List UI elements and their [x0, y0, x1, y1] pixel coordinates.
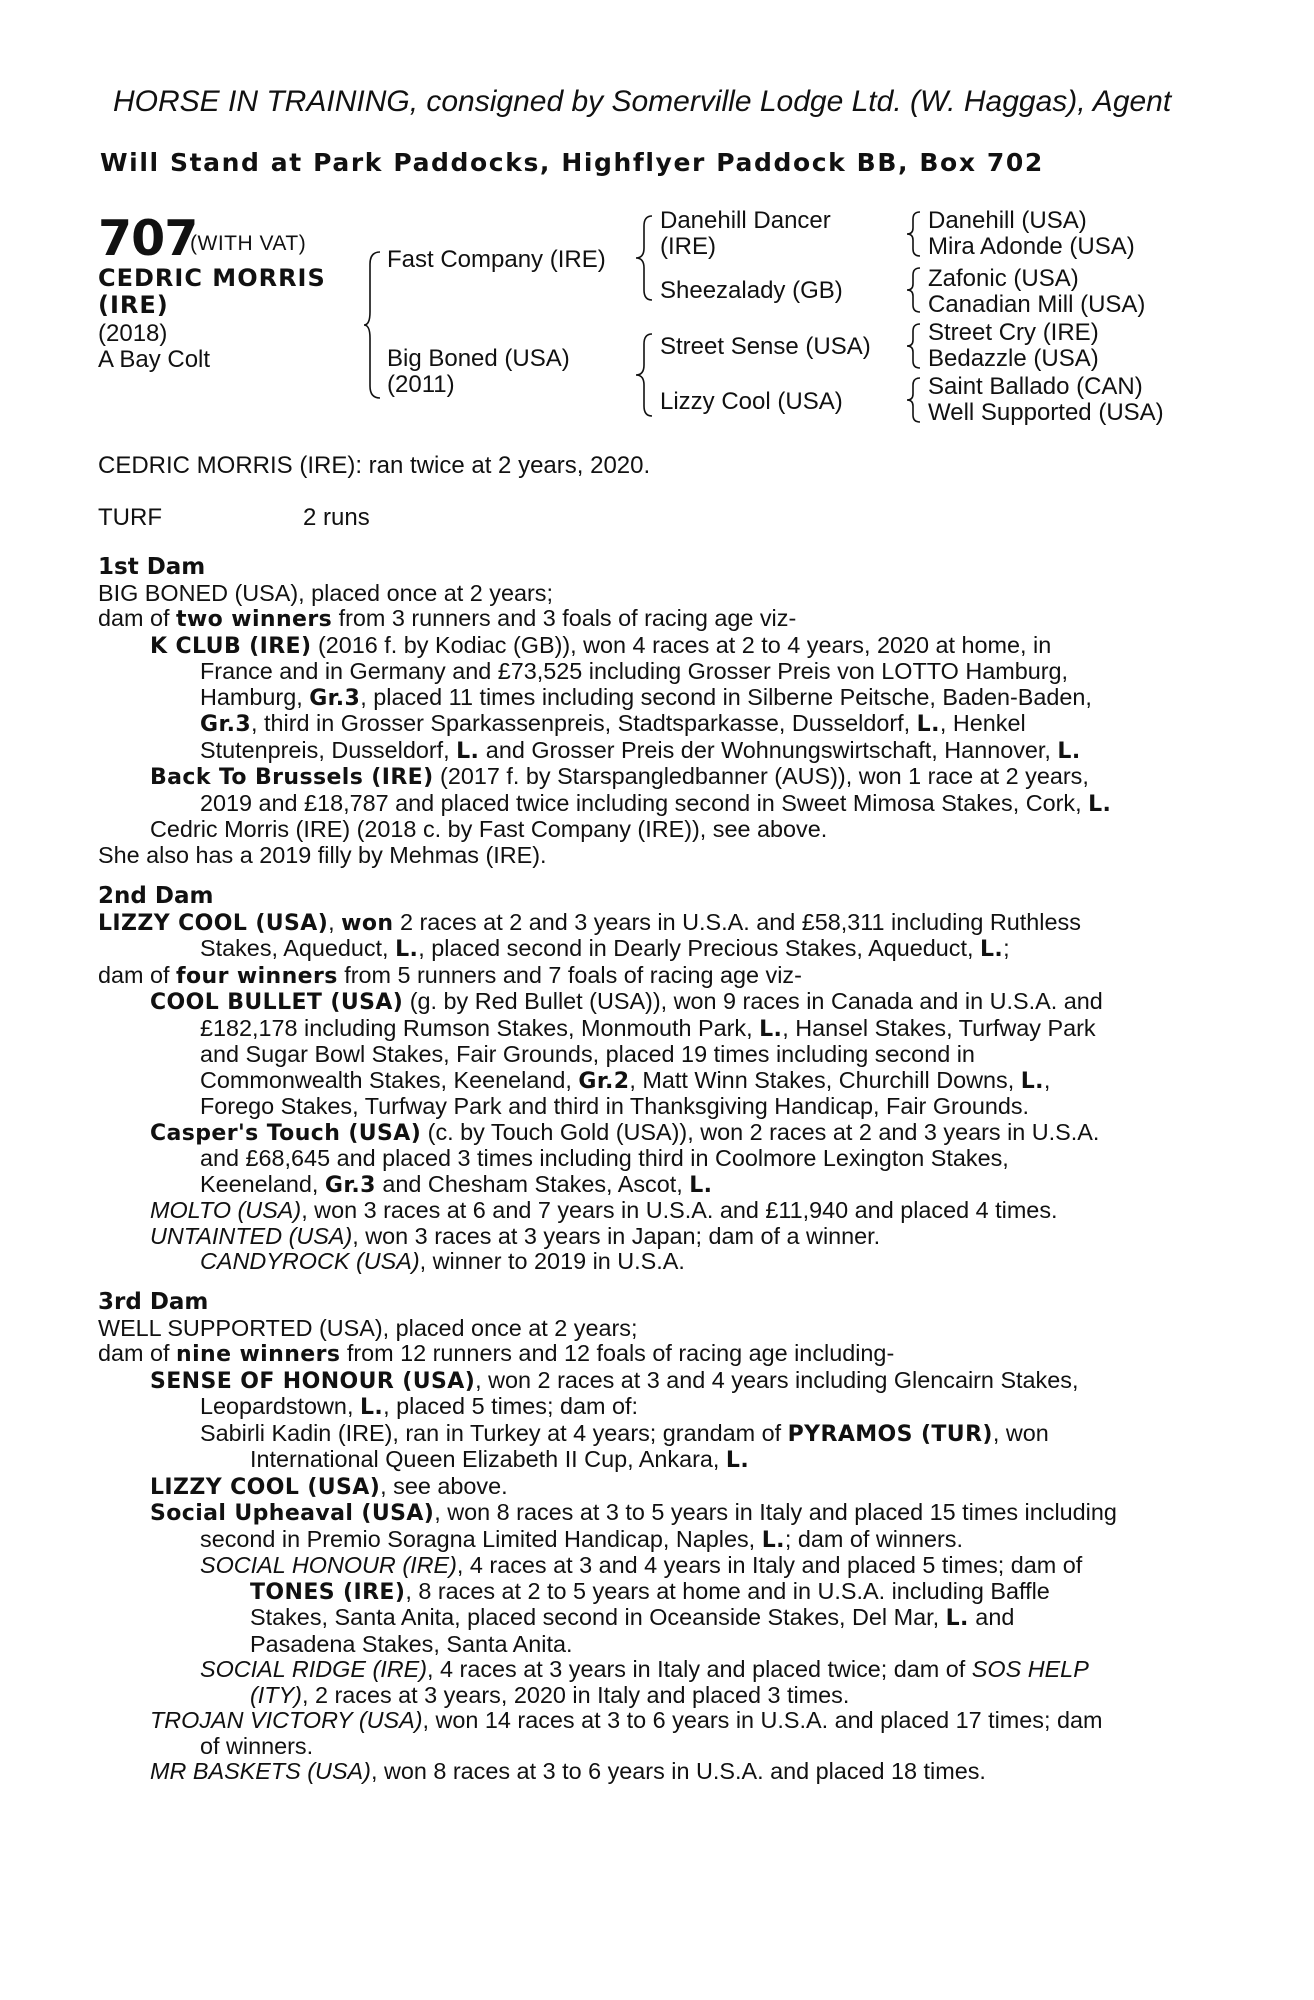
tones-line2: Stakes, Santa Anita, placed second in Oceanside Stakes, Del Mar, L. and [250, 1604, 1015, 1631]
trojan-victory-line2: of winners. [200, 1732, 314, 1759]
kclub-line4: Gr.3, third in Grosser Sparkassenpreis, Stadtsparkasse, Dusseldorf, L., Henkel [200, 710, 1026, 737]
pedigree-ss-line1: Danehill Dancer [660, 207, 831, 234]
pedigree-brace-main [362, 250, 384, 400]
foaling-year: (2018) [98, 320, 168, 347]
produce-entry-candyrock: CANDYROCK (USA), winner to 2019 in U.S.A. [200, 1248, 685, 1274]
horse-name-line2: (IRE) [98, 291, 169, 319]
pedigree-dam-sire: Street Sense (USA) [660, 333, 871, 360]
produce-entry-trojan-victory: TROJAN VICTORY (USA), won 14 races at 3 to 6 years in U.S.A. and placed 17 times; dam [150, 1707, 1103, 1733]
race-record-summary: CEDRIC MORRIS (IRE): ran twice at 2 years, 2020. [98, 452, 651, 479]
kclub-line5: Stutenpreis, Dusseldorf, L. and Grosser Preis der Wohnungswirtschaft, Hannover, L. [200, 736, 1081, 764]
pedigree-sss: Danehill (USA) [928, 207, 1087, 234]
pedigree-sire-sire [660, 208, 831, 260]
kclub-line2: France and in Germany and £73,525 including Grosser Preis von LOTTO Hamburg, [200, 658, 1069, 684]
pedigree-ss-line2: (IRE) [660, 233, 716, 260]
produce-entry-molto: MOLTO (USA), won 3 races at 6 and 7 years in U.S.A. and £11,940 and placed 4 times. [150, 1197, 1058, 1223]
horse-description: A Bay Colt [98, 346, 211, 373]
produce-entry-social-ridge: SOCIAL RIDGE (IRE), 4 races at 3 years in Italy and placed twice; dam of SOS HELP [200, 1656, 1089, 1682]
sabirli-kadin-line2: International Queen Elizabeth II Cup, Ankara, L. [250, 1446, 750, 1473]
pedigree-sire-dam: Sheezalady (GB) [660, 277, 843, 304]
cool-bullet-line2: £182,178 including Rumson Stakes, Monmouth Park, L., Hansel Stakes, Turfway Park [200, 1014, 1096, 1042]
sos-help-line: (ITY), 2 races at 3 years, 2020 in Italy and placed 3 times. [250, 1681, 850, 1708]
first-dam-intro: BIG BONED (USA), placed once at 2 years; [98, 579, 553, 606]
produce-entry-untainted: UNTAINTED (USA), won 3 races at 3 years in Japan; dam of a winner. [150, 1222, 881, 1249]
produce-entry-social-upheaval: Social Upheaval (USA), won 8 races at 3 to 5 years in Italy and placed 15 times including [150, 1499, 1117, 1526]
produce-entry-sabirli-kadin: Sabirli Kadin (IRE), ran in Turkey at 4 years; grandam of PYRAMOS (TUR), won [200, 1419, 1049, 1447]
pedigree-dss: Street Cry (IRE) [928, 319, 1099, 346]
pedigree-dam-name: Big Boned (USA) [387, 345, 570, 372]
produce-entry-caspers-touch: Casper's Touch (USA) (c. by Touch Gold (USA)), won 2 races at 2 and 3 years in U.S.A. [150, 1118, 1100, 1146]
pedigree-ssd: Mira Adonde (USA) [928, 233, 1135, 260]
tones-line3: Pasadena Stakes, Santa Anita. [250, 1630, 573, 1657]
race-record-runs: 2 runs [303, 504, 370, 531]
btb-line2: 2019 and £18,787 and placed twice including second in Sweet Mimosa Stakes, Cork, L. [200, 789, 1112, 817]
pedigree-brace-dam [634, 332, 656, 418]
pedigree-brace-dd [904, 376, 924, 424]
first-dam-heading: 1st Dam [98, 554, 206, 580]
third-dam-section [98, 1290, 1117, 1785]
produce-entry-kclub: K CLUB (IRE) (2016 f. by Kodiac (GB)), won 4 races at 2 to 4 years, 2020 at home, in [150, 631, 1052, 659]
cool-bullet-line3: and Sugar Bowl Stakes, Fair Grounds, placed 19 times including second in [200, 1041, 975, 1067]
pedigree-dam-year: (2011) [387, 371, 455, 398]
first-dam-produce-summary: dam of two winners from 3 runners and 3 foals of racing age viz- [98, 605, 797, 632]
pedigree-brace-sd [904, 266, 924, 314]
pedigree-dam-dam: Lizzy Cool (USA) [660, 388, 843, 415]
sense-of-honour-line2: Leopardstown, L., placed 5 times; dam of: [200, 1393, 638, 1420]
second-dam-produce-summary: dam of four winners from 5 runners and 7 foals of racing age viz- [98, 961, 802, 989]
pedigree-ddd: Well Supported (USA) [928, 399, 1164, 426]
third-dam-heading: 3rd Dam [98, 1289, 209, 1315]
pedigree-brace-ds [904, 322, 924, 370]
kclub-line3: Hamburg, Gr.3, placed 11 times including second in Silberne Peitsche, Baden-Baden, [200, 683, 1092, 711]
produce-entry-mr-baskets: MR BASKETS (USA), won 8 races at 3 to 6 years in U.S.A. and placed 18 times. [150, 1758, 986, 1784]
lot-number: 707 [98, 210, 198, 267]
produce-entry-cedric-morris: Cedric Morris (IRE) (2018 c. by Fast Company (IRE)), see above. [150, 816, 828, 842]
pedigree-brace-sire [634, 214, 656, 302]
caspers-touch-line2: and £68,645 and placed 3 times including third in Coolmore Lexington Stakes, [200, 1145, 1009, 1171]
pedigree-sdd: Canadian Mill (USA) [928, 291, 1146, 318]
vat-note: (WITH VAT) [190, 232, 307, 255]
produce-entry-tones: TONES (IRE), 8 races at 2 to 5 years at home and in U.S.A. including Baffle [250, 1577, 1050, 1605]
pedigree-sds: Zafonic (USA) [928, 265, 1079, 292]
cool-bullet-line4: Commonwealth Stakes, Keeneland, Gr.2, Matt Winn Stakes, Churchill Downs, L., [200, 1066, 1051, 1094]
produce-entry-lizzy-cool: LIZZY COOL (USA), see above. [150, 1472, 508, 1500]
pedigree-sire: Fast Company (IRE) [387, 246, 606, 273]
caspers-touch-line3: Keeneland, Gr.3 and Chesham Stakes, Ascot, L. [200, 1170, 713, 1198]
race-record-surface: TURF [98, 504, 162, 531]
first-dam-section [98, 555, 1254, 868]
second-dam-intro-line2: Stakes, Aqueduct, L., placed second in Dearly Precious Stakes, Aqueduct, L.; [200, 935, 1010, 962]
produce-entry-cool-bullet: COOL BULLET (USA) (g. by Red Bullet (USA)), won 9 races in Canada and in U.S.A. and [150, 988, 1103, 1015]
produce-entry-social-honour: SOCIAL HONOUR (IRE), 4 races at 3 and 4 years in Italy and placed 5 times; dam of [200, 1552, 1083, 1578]
first-dam-also: She also has a 2019 filly by Mehmas (IRE). [98, 841, 547, 868]
second-dam-intro: LIZZY COOL (USA), won 2 races at 2 and 3 years in U.S.A. and £58,311 including Ruthless [98, 908, 1081, 936]
pedigree-dds: Saint Ballado (CAN) [928, 373, 1143, 400]
horse-name [98, 265, 348, 319]
cool-bullet-line5: Forego Stakes, Turfway Park and third in Thanksgiving Handicap, Fair Grounds. [200, 1093, 1030, 1119]
social-upheaval-line2: second in Premio Soragna Limited Handicap, Naples, L.; dam of winners. [200, 1525, 963, 1553]
pedigree-dam [387, 346, 570, 398]
third-dam-intro: WELL SUPPORTED (USA), placed once at 2 years; [98, 1314, 638, 1341]
produce-entry-sense-of-honour: SENSE OF HONOUR (USA), won 2 races at 3 and 4 years including Glencairn Stakes, [150, 1366, 1079, 1394]
pedigree-dsd: Bedazzle (USA) [928, 345, 1099, 372]
produce-entry-back-to-brussels: Back To Brussels (IRE) (2017 f. by Starspangledbanner (AUS)), won 1 race at 2 years, [150, 763, 1089, 790]
second-dam-heading: 2nd Dam [98, 883, 214, 909]
pedigree-brace-ss [904, 210, 924, 258]
horse-name-line1: CEDRIC MORRIS [98, 264, 326, 292]
third-dam-produce-summary: dam of nine winners from 12 runners and 12 foals of racing age including- [98, 1340, 895, 1367]
venue-line: Will Stand at Park Paddocks, Highflyer Paddock BB, Box 702 [100, 148, 1044, 177]
second-dam-section [98, 884, 1103, 1275]
consignor-heading: HORSE IN TRAINING, consigned by Somerville Lodge Ltd. (W. Haggas), Agent [113, 85, 1172, 118]
